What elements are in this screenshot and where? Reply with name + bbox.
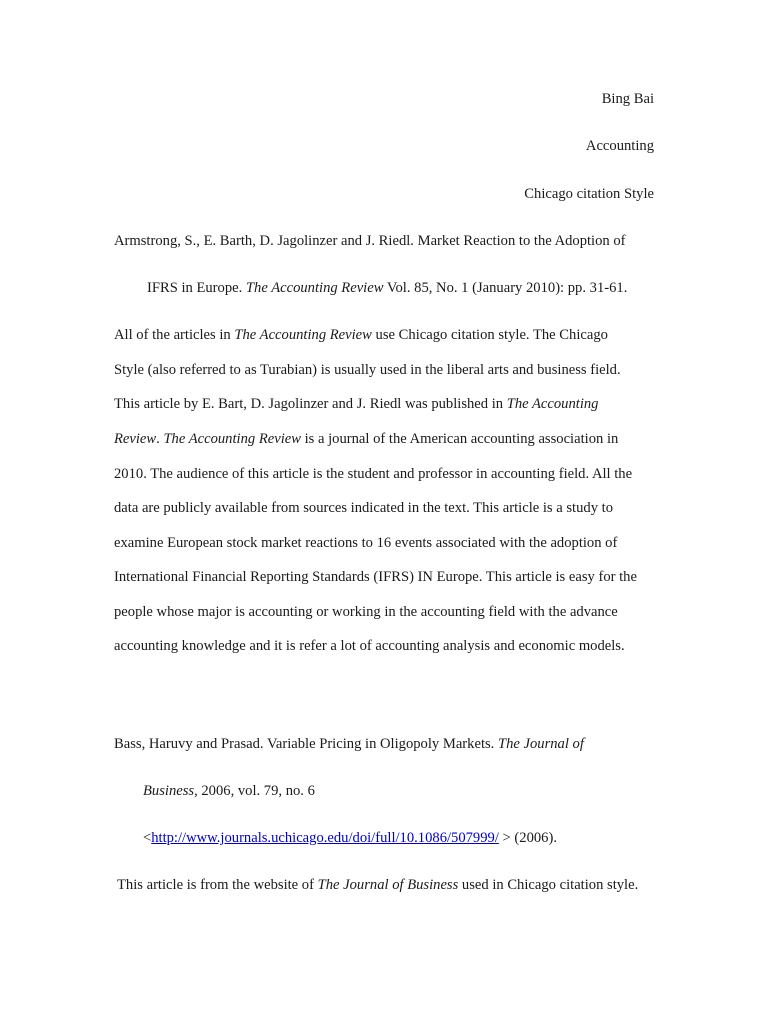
journal-title: Review	[114, 431, 157, 447]
paragraph-1-line-5: 2010. The audience of this article is the student and professor in accounting field. All the	[114, 466, 633, 482]
citation-url-link[interactable]: http://www.journals.uchicago.edu/doi/full/10.1086/507999/	[151, 830, 499, 846]
text-span: is a journal of the American accounting association in	[300, 431, 619, 447]
text-span: This article is from the website of	[117, 877, 318, 893]
citation-1-text: IFRS in Europe.	[147, 280, 246, 296]
paragraph-1-line-9: people whose major is accounting or working in the accounting field with the advance	[114, 604, 618, 620]
paragraph-1-line-4	[114, 430, 618, 448]
author-name: Bing Bai	[601, 91, 654, 107]
text-span: used in Chicago citation style.	[458, 877, 639, 893]
paragraph-1-line-8: International Financial Reporting Standards (IFRS) IN Europe. This article is easy for the	[114, 569, 637, 585]
citation-1-volume: Vol. 85, No. 1 (January 2010): pp. 31-61.	[383, 280, 628, 296]
paragraph-1-line-3	[114, 395, 598, 413]
journal-title: The Accounting Review	[245, 280, 384, 296]
journal-title: The Accounting Review	[163, 431, 301, 447]
journal-title: The Accounting	[506, 396, 599, 412]
course-name: Accounting	[585, 138, 654, 154]
text-span: .	[156, 431, 164, 447]
assignment-topic: Chicago citation Style	[524, 186, 654, 202]
text-span: All of the articles in	[114, 327, 235, 343]
journal-title: The Journal of	[497, 736, 584, 752]
text-span: This article by E. Bart, D. Jagolinzer and J. Riedl was published in	[114, 396, 507, 412]
citation-1-line-2	[147, 279, 627, 297]
paragraph-1-line-7: examine European stock market reactions to 16 events associated with the adoption of	[114, 535, 618, 551]
paragraph-1-line-6: data are publicly available from sources indicated in the text. This article is a study to	[114, 500, 614, 516]
text-span: <	[143, 830, 152, 846]
paragraph-1-line-10: accounting knowledge and it is refer a lot of accounting analysis and economic models.	[114, 638, 625, 654]
text-span: Bass, Haruvy and Prasad. Variable Pricing in Oligopoly Markets.	[114, 736, 498, 752]
paragraph-1-line-2: Style (also referred to as Turabian) is usually used in the liberal arts and business field.	[114, 362, 621, 378]
text-span: , 2006, vol. 79, no. 6	[194, 783, 315, 799]
paragraph-2	[117, 876, 638, 894]
text-span: use Chicago citation style. The Chicago	[371, 327, 608, 343]
citation-2-line-2	[143, 782, 315, 800]
text-span: > (2006).	[498, 830, 557, 846]
citation-2-line-1	[114, 735, 584, 753]
citation-1-line-1: Armstrong, S., E. Barth, D. Jagolinzer and J. Riedl. Market Reaction to the Adoption of	[114, 233, 626, 249]
journal-title: The Accounting Review	[234, 327, 372, 343]
journal-title: Business	[143, 783, 195, 799]
paragraph-1-line-1	[114, 326, 608, 344]
journal-title: The Journal of Business	[317, 877, 459, 893]
citation-2-line-3	[143, 829, 557, 847]
